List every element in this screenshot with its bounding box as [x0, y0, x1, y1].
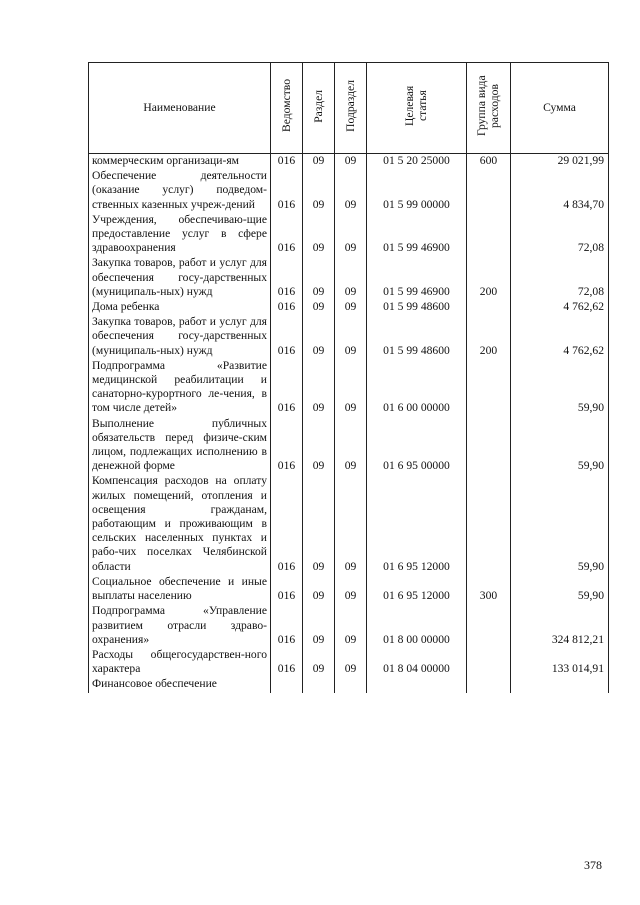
row-target: 01 5 99 48600	[367, 300, 467, 315]
row-section: 09	[303, 213, 335, 257]
row-name: Финансовое обеспечение	[89, 677, 271, 692]
row-group	[467, 648, 511, 677]
row-dept: 016	[271, 604, 303, 648]
row-subsection: 09	[335, 648, 367, 677]
header-subsection: Подраздел	[335, 63, 367, 154]
row-sum: 29 021,99	[511, 154, 609, 170]
header-target: Целевая статья	[367, 63, 467, 154]
row-target: 01 5 99 00000	[367, 169, 467, 213]
row-group	[467, 213, 511, 257]
row-dept: 016	[271, 648, 303, 677]
row-dept: 016	[271, 169, 303, 213]
table-row	[89, 169, 609, 213]
row-dept: 016	[271, 315, 303, 359]
table-row	[89, 256, 609, 300]
row-target: 01 8 04 00000	[367, 648, 467, 677]
row-sum: 59,90	[511, 575, 609, 604]
row-group	[467, 169, 511, 213]
row-dept	[271, 677, 303, 692]
row-group: 200	[467, 315, 511, 359]
row-subsection: 09	[335, 213, 367, 257]
table-row	[89, 648, 609, 677]
row-group	[467, 604, 511, 648]
row-target: 01 5 20 25000	[367, 154, 467, 170]
row-target	[367, 677, 467, 692]
row-target: 01 6 95 12000	[367, 575, 467, 604]
table-row	[89, 677, 609, 692]
table-row	[89, 474, 609, 574]
row-subsection: 09	[335, 575, 367, 604]
row-sum: 4 762,62	[511, 315, 609, 359]
row-target: 01 5 99 46900	[367, 256, 467, 300]
row-dept: 016	[271, 575, 303, 604]
row-subsection: 09	[335, 169, 367, 213]
row-dept: 016	[271, 417, 303, 475]
row-dept: 016	[271, 474, 303, 574]
row-subsection: 09	[335, 417, 367, 475]
row-subsection: 09	[335, 300, 367, 315]
row-sum: 324 812,21	[511, 604, 609, 648]
row-target: 01 6 95 12000	[367, 474, 467, 574]
table-row	[89, 359, 609, 417]
table-header-row	[89, 63, 609, 154]
row-subsection: 09	[335, 315, 367, 359]
row-section: 09	[303, 604, 335, 648]
row-name: Дома ребенка	[89, 300, 271, 315]
table-row	[89, 315, 609, 359]
row-sum: 133 014,91	[511, 648, 609, 677]
header-sum: Сумма	[511, 63, 609, 154]
table-row	[89, 604, 609, 648]
row-name: Подпрограмма «Развитие медицинской реабилитации и санаторно-курортного ле-чения, в том числе детей»	[89, 359, 271, 417]
row-sum	[511, 677, 609, 692]
row-sum: 4 762,62	[511, 300, 609, 315]
row-sum: 59,90	[511, 417, 609, 475]
row-sum: 4 834,70	[511, 169, 609, 213]
row-group: 600	[467, 154, 511, 170]
table-row	[89, 213, 609, 257]
table-row	[89, 417, 609, 475]
row-group	[467, 677, 511, 692]
row-subsection: 09	[335, 154, 367, 170]
row-subsection: 09	[335, 256, 367, 300]
row-section: 09	[303, 256, 335, 300]
header-group: Группа вида расходов	[467, 63, 511, 154]
row-section: 09	[303, 648, 335, 677]
row-name: Учреждения, обеспечиваю-щие предоставление услуг в сфере здравоохранения	[89, 213, 271, 257]
header-name: Наименование	[89, 63, 271, 154]
row-name: Закупка товаров, работ и услуг для обеспечения госу-дарственных (муниципаль-ных) нужд	[89, 256, 271, 300]
row-group	[467, 300, 511, 315]
table-row	[89, 300, 609, 315]
row-group: 200	[467, 256, 511, 300]
row-dept: 016	[271, 154, 303, 170]
row-target: 01 6 00 00000	[367, 359, 467, 417]
row-section: 09	[303, 169, 335, 213]
row-dept: 016	[271, 256, 303, 300]
document-page	[88, 62, 608, 693]
row-dept: 016	[271, 213, 303, 257]
budget-table	[88, 62, 609, 693]
row-target: 01 5 99 48600	[367, 315, 467, 359]
row-name: Компенсация расходов на оплату жилых помещений, отопления и освещения гражданам, работающим и проживающим в сельских населенных пунктах и рабо-чих поселках Челябинской области	[89, 474, 271, 574]
row-section: 09	[303, 359, 335, 417]
header-section: Раздел	[303, 63, 335, 154]
row-dept: 016	[271, 300, 303, 315]
row-section: 09	[303, 474, 335, 574]
row-section: 09	[303, 575, 335, 604]
row-name: Подпрограмма «Управление развитием отрасли здраво-охранения»	[89, 604, 271, 648]
row-group	[467, 474, 511, 574]
row-sum: 72,08	[511, 256, 609, 300]
row-name: Закупка товаров, работ и услуг для обеспечения госу-дарственных (муниципаль-ных) нужд	[89, 315, 271, 359]
row-section	[303, 677, 335, 692]
row-name: Расходы общегосударствен-ного характера	[89, 648, 271, 677]
row-subsection	[335, 677, 367, 692]
table-row	[89, 575, 609, 604]
table-row	[89, 154, 609, 170]
row-subsection: 09	[335, 604, 367, 648]
row-sum: 72,08	[511, 213, 609, 257]
row-section: 09	[303, 315, 335, 359]
row-sum: 59,90	[511, 474, 609, 574]
row-dept: 016	[271, 359, 303, 417]
row-target: 01 6 95 00000	[367, 417, 467, 475]
row-name: Социальное обеспечение и иные выплаты населению	[89, 575, 271, 604]
row-section: 09	[303, 300, 335, 315]
row-section: 09	[303, 417, 335, 475]
row-group	[467, 417, 511, 475]
page-number: 378	[584, 858, 602, 872]
header-dept: Ведомство	[271, 63, 303, 154]
row-group	[467, 359, 511, 417]
row-sum: 59,90	[511, 359, 609, 417]
row-target: 01 8 00 00000	[367, 604, 467, 648]
row-name: Выполнение публичных обязательств перед физиче-ским лицом, подлежащих исполнению в денежной форме	[89, 417, 271, 475]
row-group: 300	[467, 575, 511, 604]
row-subsection: 09	[335, 359, 367, 417]
row-subsection: 09	[335, 474, 367, 574]
row-name: Обеспечение деятельности (оказание услуг) подведом-ственных казенных учреж-дений	[89, 169, 271, 213]
row-section: 09	[303, 154, 335, 170]
row-name: коммерческим организаци-ям	[89, 154, 271, 170]
row-target: 01 5 99 46900	[367, 213, 467, 257]
